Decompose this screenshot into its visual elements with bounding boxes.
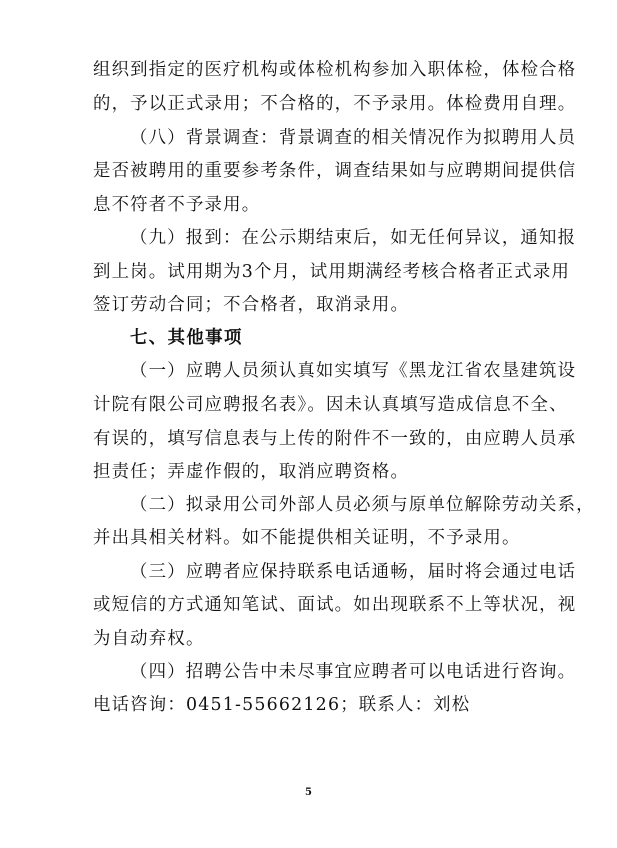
body-text-line: 组织到指定的医疗机构或体检机构参加入职体检，体检合格 <box>93 60 577 80</box>
paragraph-start-line: （八）背景调查：背景调查的相关情况作为拟聘用人员 <box>130 128 577 148</box>
body-text-line: 是否被聘用的重要参考条件，调查结果如与应聘期间提供信 <box>93 161 577 181</box>
paragraph-start-line: （四）招聘公告中未尽事宜应聘者可以电话进行咨询。 <box>130 662 577 682</box>
body-text-line: 签订劳动合同；不合格者，取消录用。 <box>93 295 410 315</box>
body-text-line: 息不符者不予录用。 <box>93 195 261 215</box>
paragraph-start-line: （九）报到：在公示期结束后，如无任何异议，通知报 <box>130 228 577 248</box>
paragraph-start-line: （一）应聘人员须认真如实填写《黑龙江省农垦建筑设 <box>130 361 577 381</box>
body-text-line: 有误的，填写信息表与上传的附件不一致的，由应聘人员承 <box>93 429 577 449</box>
body-text-line: 并出具相关材料。如不能提供相关证明，不予录用。 <box>93 528 521 548</box>
body-text-line: 或短信的方式通知笔试、面试。如出现联系不上等状况，视 <box>93 595 577 615</box>
paragraph-start-line: （三）应聘者应保持联系电话通畅，届时将会通过电话 <box>130 562 577 582</box>
body-text-line: 的，予以正式录用；不合格的，不予录用。体检费用自理。 <box>93 94 577 114</box>
body-text-line: 为自动弃权。 <box>93 629 205 649</box>
section-heading: 七、其他事项 <box>130 328 243 348</box>
body-text-line: 到上岗。试用期为3个月，试用期满经考核合格者正式录用 <box>93 262 571 282</box>
contact-line: 电话咨询：0451-55662126；联系人：刘松 <box>93 695 471 715</box>
body-text-line: 计院有限公司应聘报名表》。因未认真填写造成信息不全、 <box>93 395 568 415</box>
paragraph-start-line: （二）拟录用公司外部人员必须与原单位解除劳动关系， <box>130 495 595 515</box>
page-number: 5 <box>305 787 312 798</box>
body-text-line: 担责任；弄虚作假的，取消应聘资格。 <box>93 462 410 482</box>
